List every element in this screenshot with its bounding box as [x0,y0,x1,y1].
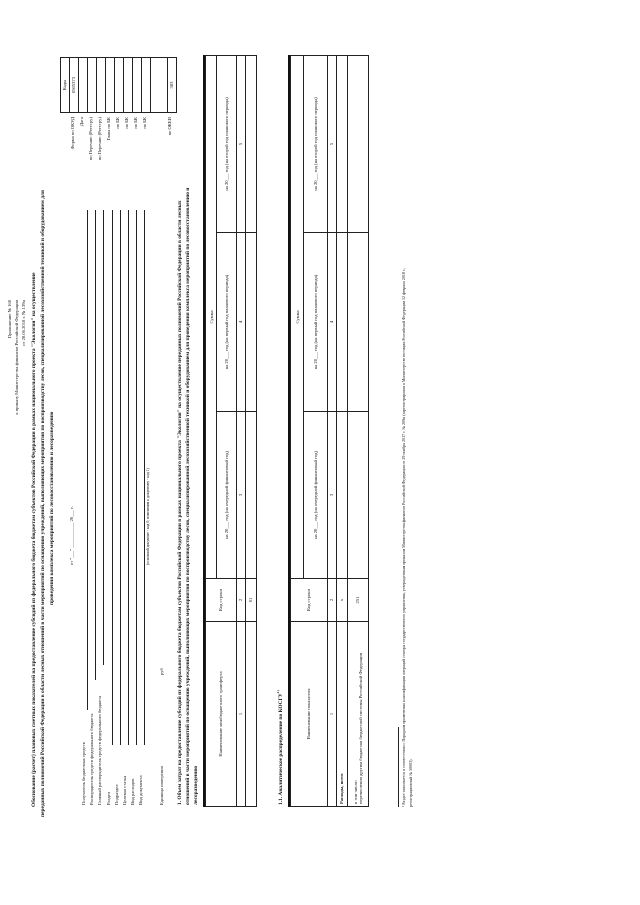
title-line-2: переданных полномочий Российской Федерации в области лесных отношений в части мероприятий по оснащению учреждений, выполняющих мероприятия по воспроизводству лесов, специализированной лесохозяйственной техникой и оборудованием для [40,190,46,817]
s1-h-code: Код строки [206,579,237,622]
s1-row-y2 [246,232,257,411]
s1-num-3: 3 [237,412,246,579]
appendix-line-1: Приложение № 160 [7,300,12,339]
code-date [79,58,88,113]
s11-h-y3: на 20___ год (на второй год планового периода) [304,56,328,233]
s1-num-1: 1 [237,622,246,807]
s11-row-transfers-code: 251 [348,579,369,622]
field-target: Целевая статья [122,775,127,805]
s1-h-sum: Сумма [206,56,217,579]
date-line: от "___" ___________ 20___ г. [69,506,74,565]
section1-title-2: отношений в части мероприятий по оснащению учреждений, выполняющих мероприятия по воспроизводству лесов, специализированной лесохозяйственной техникой и оборудованием для проведения комплекса мероприятий по лесовосстановлению и [185,187,191,805]
unit-value: руб [159,668,164,675]
section11-title-text: 1.1. Аналитическое распределение по КОСГУ [277,693,284,805]
code-glava-bk [106,58,115,113]
footnote-line-1: ¹ Раздел заполняется в соответствии с Порядком применения классификации операций сектора государственного управления, утвержденным приказом Министерства финансов Российской Федерации от 29 ноября 2017 г. № 209н (зарегистрирован в Министерстве юстиции Российской Федерации 12 февраля 2018 г., [401,267,406,807]
field-recipient-line [87,210,88,710]
label-registry-2: по Перечню (Реестру) [97,117,102,161]
s1-h-y3: на 20___ год (на второй год планового периода) [217,56,237,233]
field-doc-type: Вид документа [138,775,143,805]
field-unit: Единица измерения [159,766,164,805]
title-line-1: Обоснование (расчет) плановых сметных показателей на предоставление субсидий из федерального бюджета бюджетам субъектов Российской Федерации в рамках национального проекта "Экология" на осуществление [31,272,37,807]
label-bk-4: по БК [142,117,147,129]
s1-h-name: Наименование межбюджетного трансферта [206,622,237,807]
field-expense-type-line [136,210,137,745]
s11-row-total-y2 [337,232,348,411]
s11-row-total-code: x [337,579,348,622]
label-okei: по ОКЕИ [167,117,172,136]
field-expense-type: Вид расходов [130,778,135,805]
code-bk-1 [115,58,124,113]
footnote-line-2: регистрационный № 50003). [408,758,413,807]
field-subsection: Подраздел [114,784,119,805]
title-line-3: проведения комплекса мероприятий по лесовосстановлению и лесоразведению [49,411,55,605]
s1-num-4: 4 [237,232,246,411]
field-doc-type-line [144,210,145,745]
codes-table [60,57,177,113]
s11-row-total-y1 [337,412,348,579]
field-section-line [112,210,113,745]
section1-table [205,55,257,807]
code-blank [151,58,168,113]
s1-row-y1 [246,412,257,579]
label-okud: Форма по ОКУД [70,117,75,150]
field-distributor: Распорядитель средств федерального бюджета [89,713,94,805]
section1-title-1: 1. Объем затрат на предоставление субсидий из федерального бюджета бюджетам субъектов Российской Федерации в рамках национального проекта "Экология" на осуществление переданных полномочий Российской Федерации в области лесных [177,200,183,805]
code-okei: 383 [168,58,177,113]
label-glava-bk: Глава по БК [106,117,111,141]
s1-num-5: 5 [237,56,246,233]
appendix-line-3: от 28.06.2018 г. № 139н [21,300,26,346]
label-date: Дата [79,117,84,127]
s11-row-transfers-y3 [348,56,369,233]
field-subsection-line [120,210,121,745]
field-distributor-line [95,210,96,680]
doc-type-hint: (основной документ - код 0; изменения к документу - код 1) [146,468,150,565]
s11-num-5: 5 [328,56,337,233]
s1-num-2: 2 [237,579,246,622]
s11-num-2: 2 [328,579,337,622]
code-bk-2 [124,58,133,113]
label-bk-2: по БК [124,117,129,129]
s1-row-code: 01 [246,579,257,622]
s11-h-y2: на 20___ год (на первый год планового периода) [304,232,328,411]
code-okud: 0505373 [70,58,79,113]
field-recipient: Получатель бюджетных средств [81,742,86,805]
codes-header: Коды [61,58,70,113]
section11-title-sup: 1) [276,690,280,694]
field-target-line [128,210,129,745]
s11-row-transfers-y2 [348,232,369,411]
s11-h-sum: Сумма [291,56,304,579]
s1-row-y3 [246,56,257,233]
footnote-rule [398,727,399,807]
code-bk-4 [142,58,151,113]
s11-row-transfers-label: перечисления другим бюджетам бюджетной системы Российской Федерации [358,652,363,804]
field-section: Раздел [106,792,111,805]
appendix-line-2: к приказу Министерства финансов Российской Федерации [14,300,19,415]
code-registry-1 [88,58,97,113]
label-bk-1: по БК [115,117,120,129]
label-registry-1: по Перечню (Реестру) [88,117,93,161]
s11-row-transfers-name [348,622,369,807]
section11-title [277,690,284,805]
s11-row-transfers-y1 [348,412,369,579]
field-main-distributor-line [103,210,104,665]
code-bk-3 [133,58,142,113]
code-registry-2 [97,58,106,113]
s11-h-name: Наименование показателя [291,622,328,807]
s11-num-1: 1 [328,622,337,807]
s1-row-name [246,622,257,807]
s11-row-total-y3 [337,56,348,233]
s11-num-4: 4 [328,232,337,411]
s11-h-code: Код строки [291,579,328,622]
label-bk-3: по БК [133,117,138,129]
section1-title-3: лесоразведению [193,765,199,805]
s11-row-total-name: Расходы, всего [337,622,348,807]
s11-h-y1: на 20___ год (на очередной финансовый год) [304,412,328,579]
s1-h-y1: на 20___ год (на очередной финансовый год) [217,412,237,579]
section11-table [290,55,369,807]
s11-num-3: 3 [328,412,337,579]
s1-h-y2: на 20___ год (на первый год планового периода) [217,232,237,411]
s11-row-incl-label: в том числе: [352,780,358,804]
codes-block [60,55,190,215]
field-main-distributor: Главный распорядитель средств федерального бюджета [97,695,102,805]
